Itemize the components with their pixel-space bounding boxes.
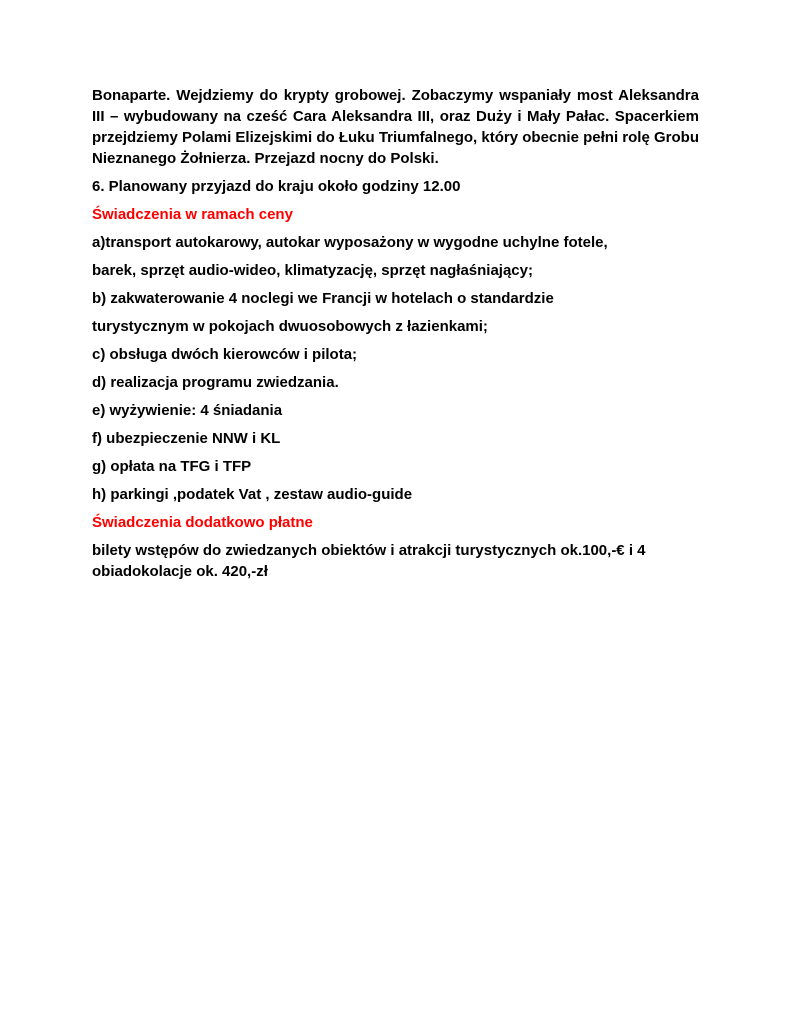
extra-services-line2: obiadokolacje ok. 420,-zł (92, 563, 268, 580)
included-item-e: e) wyżywienie: 4 śniadania (92, 402, 283, 419)
included-item-g: g) opłata na TFG i TFP (92, 458, 252, 475)
document-content (92, 85, 699, 589)
included-item-b-line2: turystycznym w pokojach dwuosobowych z łazienkami; (92, 318, 488, 335)
included-item-b-line1: b) zakwaterowanie 4 noclegi we Francji w hotelach o standardzie (92, 290, 554, 307)
included-item-a-line2: barek, sprzęt audio-wideo, klimatyzację, sprzęt nagłaśniający; (92, 262, 533, 279)
extra-services-line1: bilety wstępów do zwiedzanych obiektów i atrakcji turystycznych ok.100,-€ i 4 (92, 542, 646, 559)
included-item-d: d) realizacja programu zwiedzania. (92, 374, 339, 391)
arrival-line: 6. Planowany przyjazd do kraju około godziny 12.00 (92, 178, 461, 195)
extra-services-paragraph (92, 540, 699, 582)
intro-paragraph: Bonaparte. Wejdziemy do krypty grobowej. Zobaczymy wspaniały most Aleksandra III – wybudowany na cześć Cara Aleksandra III, oraz Duży i Mały Pałac. Spacerkiem przejdziemy Polami Elizejskimi do Łuku Triumfalnego, który obecnie pełni rolę Grobu Nieznanego Żołnierza. Przejazd nocny do Polski. (92, 87, 699, 167)
included-item-h: h) parkingi ,podatek Vat , zestaw audio-guide (92, 486, 413, 503)
included-services-heading: Świadczenia w ramach ceny (92, 206, 293, 223)
included-item-c: c) obsługa dwóch kierowców i pilota; (92, 346, 358, 363)
extra-services-heading: Świadczenia dodatkowo płatne (92, 514, 313, 531)
included-item-f: f) ubezpieczenie NNW i KL (92, 430, 281, 447)
included-item-a-line1: a)transport autokarowy, autokar wyposażony w wygodne uchylne fotele, (92, 234, 608, 251)
